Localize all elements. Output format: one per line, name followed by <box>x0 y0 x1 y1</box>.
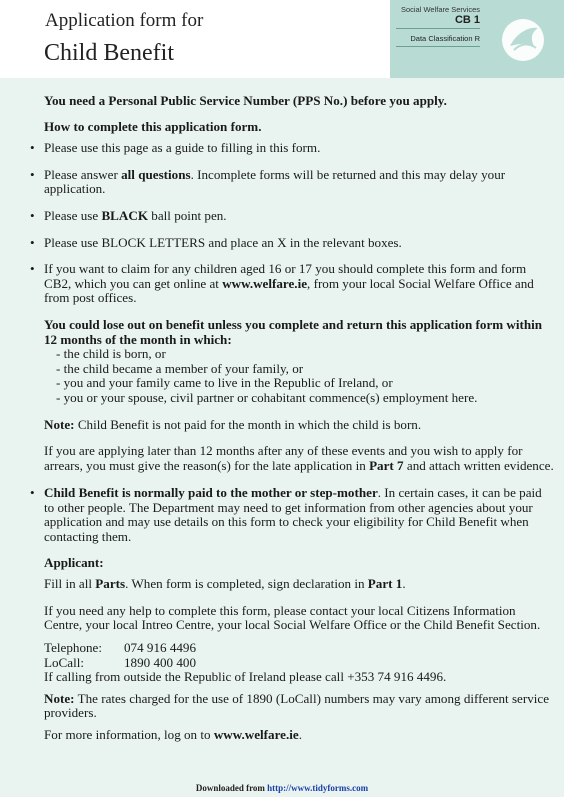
list-item: • Please use this page as a guide to filling in this form. <box>30 140 321 156</box>
list-item: • Please use BLACK ball point pen. <box>30 207 227 223</box>
header-band <box>0 0 564 78</box>
list-item: • Please answer all questions. Incomplete forms will be returned and this may delay your application. <box>30 166 506 197</box>
contact-numbers <box>44 641 554 685</box>
help-contact-text: If you need any help to complete this form, please contact your local Citizens Information Centre, your local Intreo Centre, your local Social Welfare Office or the Child Benefit Section. <box>44 602 541 633</box>
how-to-heading: How to complete this application form. <box>44 118 262 134</box>
header-title-panel <box>0 0 390 78</box>
download-footer: Downloaded from http://www.tidyforms.com <box>195 783 369 793</box>
applicant-heading: Applicant: <box>44 554 104 570</box>
conditions-list <box>44 347 554 405</box>
harp-logo-icon <box>500 16 546 64</box>
locall-line: LoCall: 1890 400 400 <box>44 654 197 670</box>
header-divider <box>396 28 480 29</box>
footer-link[interactable]: http://www.tidyforms.com <box>267 783 369 793</box>
form-title-line2: Child Benefit <box>44 40 174 66</box>
header-divider <box>396 46 480 47</box>
data-classification: Data Classification R <box>410 34 480 43</box>
form-code: CB 1 <box>454 14 480 26</box>
outside-ireland-line: If calling from outside the Republic of Ireland please call +353 74 916 4496. <box>44 669 447 685</box>
list-item: • If you want to claim for any children aged 16 or 17 you should complete this form and form CB2, which you can get online at www.welfare.ie, from your local Social Welfare Office and from post offices. <box>30 261 534 306</box>
list-item: - the child became a member of your family, or <box>56 360 304 376</box>
note-not-paid: Note: Child Benefit is not paid for the month in which the child is born. <box>44 416 422 432</box>
note-rates: Note: The rates charged for the use of 1890 (LoCall) numbers may vary among different service providers. <box>44 690 550 721</box>
lose-out-warning: You could lose out on benefit unless you complete and return this application form within 12 months of the month in which: <box>44 316 543 347</box>
agency-name: Social Welfare Services <box>400 5 480 14</box>
form-title-line1: Application form for <box>45 10 204 31</box>
more-info-line: For more information, log on to www.welfare.ie. <box>44 727 302 742</box>
list-item: • Child Benefit is normally paid to the mother or step-mother. In certain cases, it can be paid to other people. The Department may need to get information from other agencies about your application and may use details on this form to check your eligibility for Child Benefit when contacting them. <box>30 485 542 545</box>
telephone-line: Telephone: 074 916 4496 <box>44 640 197 656</box>
instructions-body <box>30 93 554 743</box>
list-item: - you or your spouse, civil partner or cohabitant commence(s) employment here. <box>56 389 478 405</box>
fill-in-instruction: Fill in all Parts. When form is completed, sign declaration in Part 1. <box>44 576 406 592</box>
list-item: - you and your family came to live in the Republic of Ireland, or <box>56 375 393 391</box>
welfare-link[interactable]: www.welfare.ie <box>213 727 299 742</box>
pps-notice: You need a Personal Public Service Number (PPS No.) before you apply. <box>44 93 447 108</box>
list-item: • Please use BLOCK LETTERS and place an X in the relevant boxes. <box>30 234 402 250</box>
late-application-text: If you are applying later than 12 months after any of these events and you wish to apply for arrears, you must give the reason(s) for the late application in Part 7 and attach written evidence. <box>44 443 554 473</box>
list-item: - the child is born, or <box>56 346 166 362</box>
